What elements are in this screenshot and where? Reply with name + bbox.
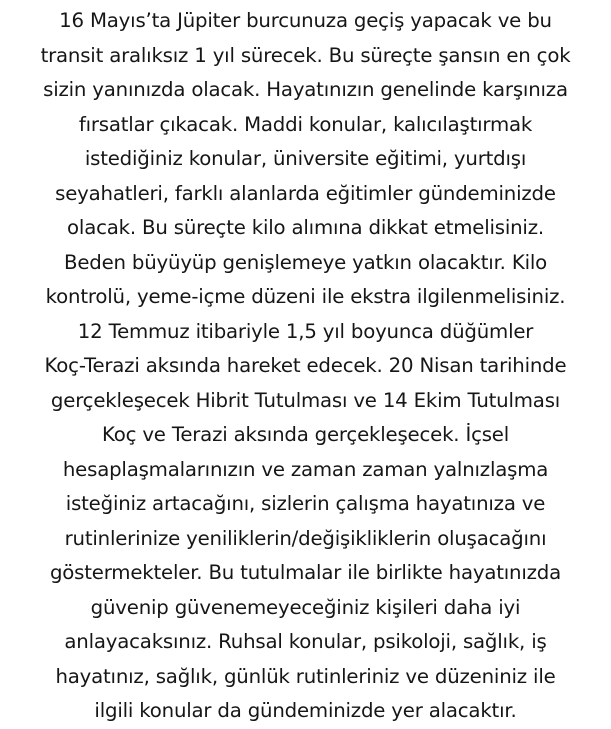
text-line: göstermekteler. Bu tutulmalar ile birlikte hayatınızda (49, 561, 562, 584)
text-line: gerçekleşecek Hibrit Tutulması ve 14 Ekim Tutulması (50, 388, 561, 412)
text-line: Beden büyüyüp genişlemeye yatkın olacaktır. Kilo (63, 250, 548, 274)
text-line: Koç ve Terazi aksında gerçekleşecek. İçsel (101, 423, 510, 446)
text-line: güvenip güvenemeyeceğiniz kişileri daha iyi (90, 595, 521, 619)
text-line: fırsatlar çıkacak. Maddi konular, kalıcılaştırmak (78, 112, 533, 136)
text-line: olacak. Bu süreçte kilo alımına dikkat etmelisiniz. (67, 216, 544, 239)
text-line: kontrolü, yeme-içme düzeni ile ekstra ilgilenmelisiniz. (45, 285, 566, 308)
text-line: isteğiniz artacağını, sizlerin çalışma hayatınıza ve (65, 492, 546, 515)
text-line: sizin yanınızda olacak. Hayatınızın genelinde karşınıza (43, 78, 568, 101)
text-line: seyahatleri, farklı alanlarda eğitimler gündeminizde (55, 181, 556, 205)
text-line: rutinlerinize yeniliklerin/değişikliklerin oluşacağını (64, 526, 547, 550)
text-line: Koç-Terazi aksında hareket edecek. 20 Nisan tarihinde (44, 354, 567, 377)
text-line: 12 Temmuz itibariyle 1,5 yıl boyunca düğümler (77, 319, 534, 343)
text-line: transit aralıksız 1 yıl sürecek. Bu süreçte şansın en çok (40, 43, 571, 67)
horoscope-text-block (0, 4, 611, 729)
text-line: hesaplaşmalarınızın ve zaman zaman yalnızlaşma (62, 457, 549, 481)
text-line: hayatınız, sağlık, günlük rutinleriniz ve düzeniniz ile (55, 664, 556, 688)
text-line: anlayacaksınız. Ruhsal konular, psikoloji, sağlık, iş (64, 630, 547, 653)
text-line: istediğiniz konular, üniversite eğitimi, yurtdışı (84, 147, 527, 170)
text-line: ilgili konular da gündeminizde yer alacaktır. (94, 699, 517, 722)
text-line: 16 Mayıs’ta Jüpiter burcunuza geçiş yapacak ve bu (59, 9, 552, 32)
